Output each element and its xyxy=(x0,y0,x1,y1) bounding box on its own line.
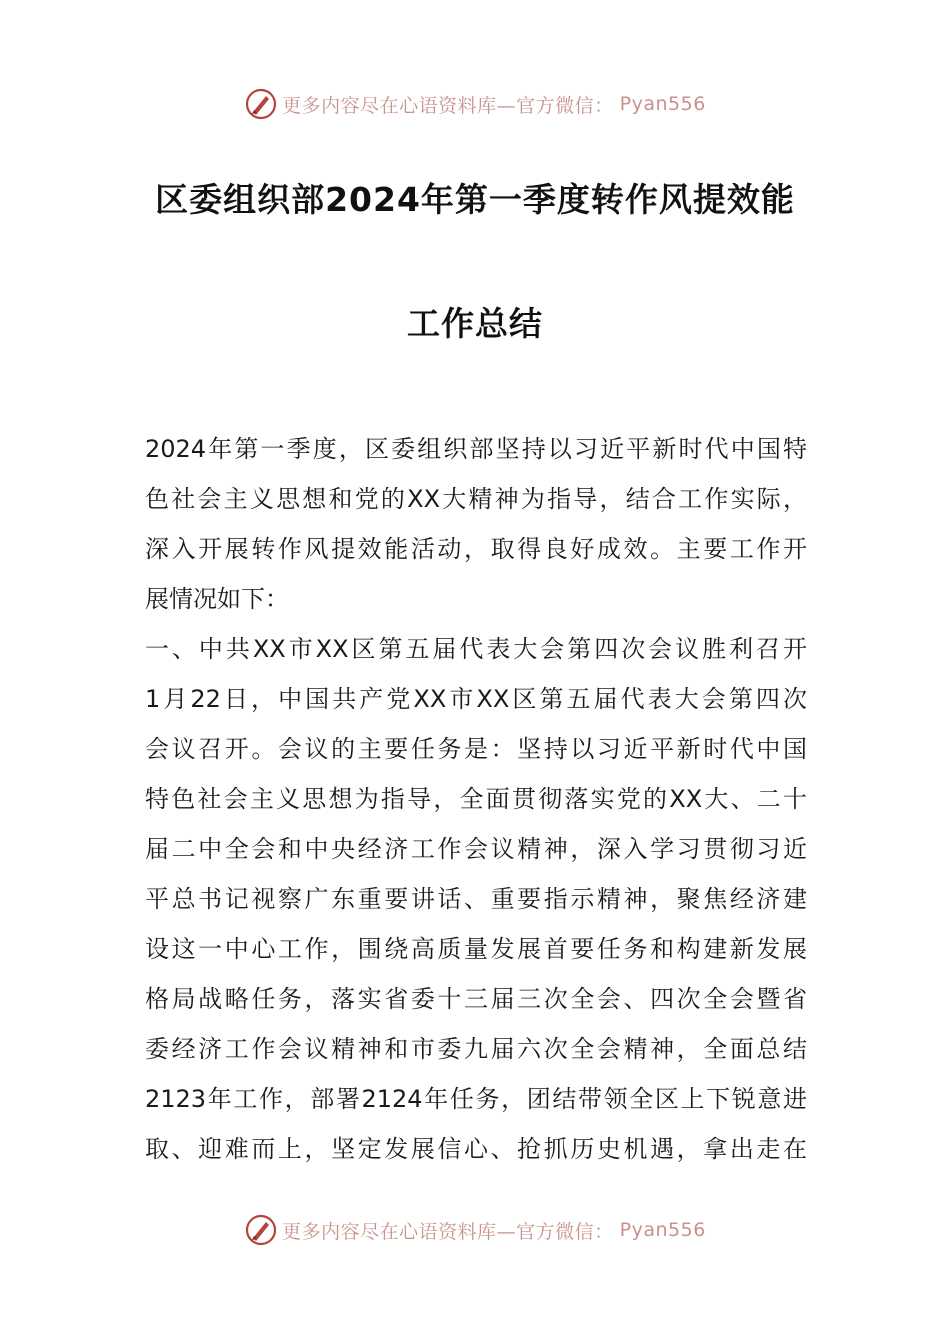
body-line: 格局战略任务，落实省委十三届三次全会、四次全会暨省 xyxy=(145,985,807,1013)
body-line: 特色社会主义思想为指导，全面贯彻落实党的XX大、二十 xyxy=(145,785,807,813)
body-line: 2024年第一季度，区委组织部坚持以习近平新时代中国特 xyxy=(145,435,807,463)
watermark-wechat-id: Pyan556 xyxy=(619,1219,706,1241)
body-line: 会议召开。会议的主要任务是：坚持以习近平新时代中国 xyxy=(145,735,807,763)
pen-logo-icon xyxy=(244,1213,278,1247)
body-line: 1月22日，中国共产党XX市XX区第五届代表大会第四次 xyxy=(145,685,807,713)
watermark-text: 更多内容尽在心语资料库—官方微信： xyxy=(282,1220,614,1243)
watermark-text: 更多内容尽在心语资料库—官方微信： xyxy=(282,94,614,117)
watermark-wechat-id: Pyan556 xyxy=(619,93,706,115)
body-line: 届二中全会和中央经济工作会议精神，深入学习贯彻习近 xyxy=(145,835,807,863)
header-watermark xyxy=(0,84,950,124)
document-title-line-2: 工作总结 xyxy=(407,304,543,343)
pen-logo-icon xyxy=(244,87,278,121)
body-line: 委经济工作会议精神和市委九届六次全会精神，全面总结 xyxy=(145,1035,807,1063)
footer-watermark xyxy=(0,1210,950,1250)
body-line: 设这一中心工作，围绕高质量发展首要任务和构建新发展 xyxy=(145,935,807,963)
body-line: 取、迎难而上，坚定发展信心、抢抓历史机遇，拿出走在 xyxy=(145,1135,807,1163)
section-heading: 一、中共XX市XX区第五届代表大会第四次会议胜利召开 xyxy=(145,635,807,663)
body-line: 平总书记视察广东重要讲话、重要指示精神，聚焦经济建 xyxy=(145,885,807,913)
body-line: 色社会主义思想和党的XX大精神为指导，结合工作实际， xyxy=(145,485,807,513)
document-body xyxy=(145,424,807,1174)
body-line: 展情况如下： xyxy=(145,585,289,613)
body-line: 深入开展转作风提效能活动，取得良好成效。主要工作开 xyxy=(145,535,807,563)
document-title-line-1: 区委组织部2024年第一季度转作风提效能 xyxy=(155,180,795,219)
body-line: 2123年工作，部署2124年任务，团结带领全区上下锐意进 xyxy=(145,1085,807,1113)
